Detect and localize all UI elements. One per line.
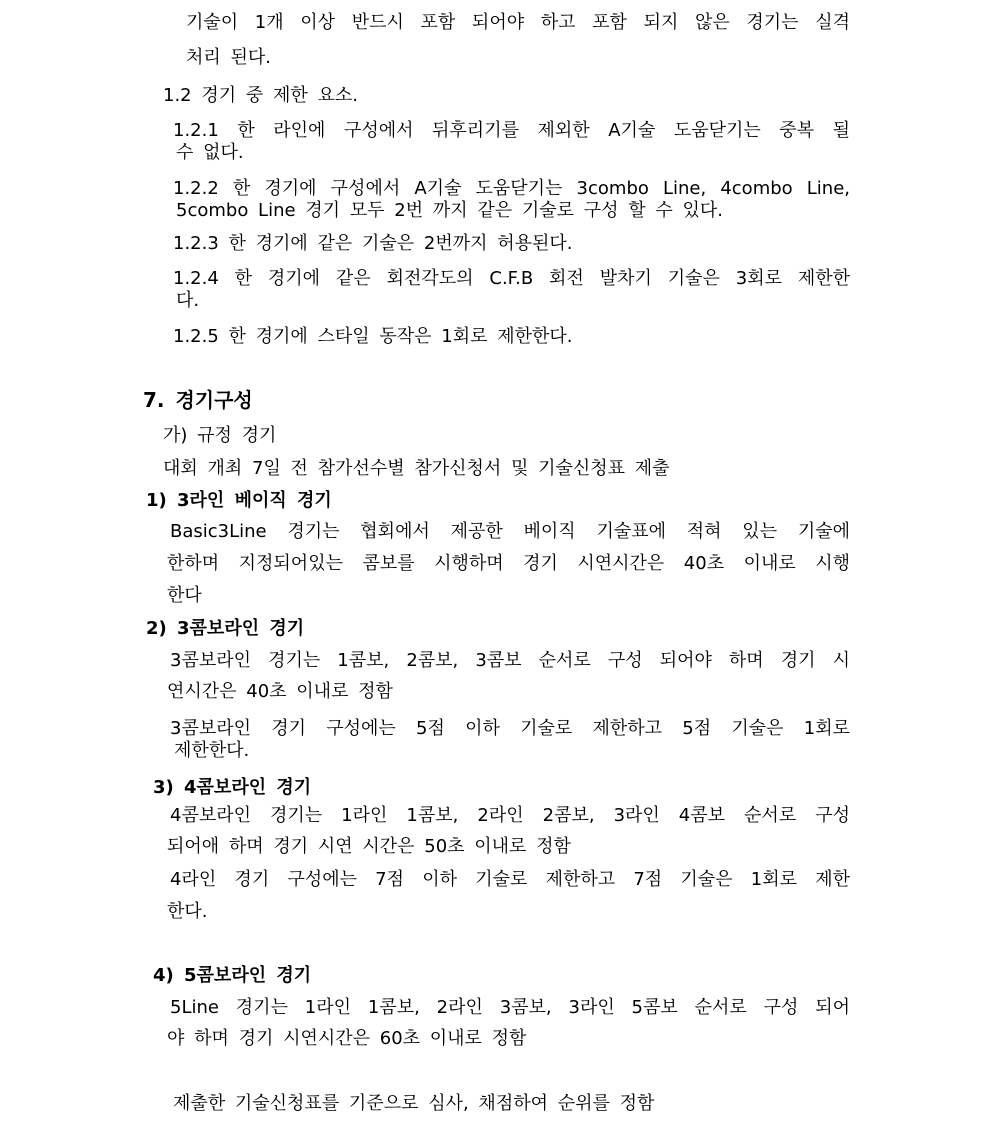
basic-3line-line-2: 한하며 지정되어있는 콤보를 시행하며 경기 시연시간은 40초 이내로 시행: [167, 553, 850, 574]
regulation-match-heading: 가) 규정 경기: [163, 425, 277, 446]
3combo-p2-line-2: 제한한다.: [174, 740, 250, 761]
4combo-heading: 3) 4콤보라인 경기: [153, 777, 312, 798]
section-7-heading: 7. 경기구성: [143, 388, 253, 412]
3combo-p2-line-1: 3콤보라인 경기 구성에는 5점 이하 기술로 제한하고 5점 기술은 1회로: [170, 718, 850, 739]
item-1-2-3: 1.2.3 한 경기에 같은 기술은 2번까지 허용된다.: [173, 233, 573, 254]
item-1-2-4-line-2: 다.: [176, 290, 200, 311]
basic-3line-line-3: 한다: [167, 585, 202, 606]
4combo-p1-line-1: 4콤보라인 경기는 1라인 1콤보, 2라인 2콤보, 3라인 4콤보 순서로 구성: [170, 805, 850, 826]
top-paragraph-line-2: 처리 된다.: [186, 47, 271, 68]
section-1-2-heading: 1.2 경기 중 제한 요소.: [163, 85, 358, 106]
item-1-2-5: 1.2.5 한 경기에 스타일 동작은 1회로 제한한다.: [173, 326, 573, 347]
5combo-line-1: 5Line 경기는 1라인 1콤보, 2라인 3콤보, 3라인 5콤보 순서로 구성 되어: [170, 997, 850, 1018]
top-paragraph-line-1: 기술이 1개 이상 반드시 포함 되어야 하고 포함 되지 않은 경기는 실격: [186, 12, 850, 33]
5combo-line-2: 야 하며 경기 시연시간은 60초 이내로 정함: [167, 1028, 527, 1049]
item-1-2-2-line-2: 5combo Line 경기 모두 2번 까지 같은 기술로 구성 할 수 있다.: [176, 200, 723, 221]
submission-intro: 대회 개최 7일 전 참가선수별 참가신청서 및 기술신청표 제출: [163, 458, 670, 479]
item-1-2-1-line-2: 수 없다.: [176, 142, 244, 163]
item-1-2-1-line-1: 1.2.1 한 라인에 구성에서 뒤후리기를 제외한 A기술 도움닫기는 중복 될: [173, 120, 850, 141]
closing-statement: 제출한 기술신청표를 기준으로 심사, 채점하여 순위를 정함: [173, 1093, 655, 1114]
4combo-p1-line-2: 되어애 하며 경기 시연 시간은 50초 이내로 정함: [167, 836, 571, 857]
4combo-p2-line-2: 한다.: [167, 901, 208, 922]
3combo-heading: 2) 3콤보라인 경기: [146, 618, 305, 639]
4combo-p2-line-1: 4라인 경기 구성에는 7점 이하 기술로 제한하고 7점 기술은 1회로 제한: [170, 869, 850, 890]
item-1-2-2-line-1: 1.2.2 한 경기에 구성에서 A기술 도움닫기는 3combo Line, 4combo Line,: [173, 178, 850, 199]
basic-3line-line-1: Basic3Line 경기는 협회에서 제공한 베이직 기술표에 적혀 있는 기술에: [170, 521, 850, 542]
3combo-p1-line-1: 3콤보라인 경기는 1콤보, 2콤보, 3콤보 순서로 구성 되어야 하며 경기 시: [170, 650, 850, 671]
3combo-p1-line-2: 연시간은 40초 이내로 정함: [167, 681, 393, 702]
5combo-heading: 4) 5콤보라인 경기: [153, 965, 312, 986]
basic-3line-heading: 1) 3라인 베이직 경기: [146, 490, 332, 511]
item-1-2-4-line-1: 1.2.4 한 경기에 같은 회전각도의 C.F.B 회전 발차기 기술은 3회로 제한한: [173, 268, 850, 289]
